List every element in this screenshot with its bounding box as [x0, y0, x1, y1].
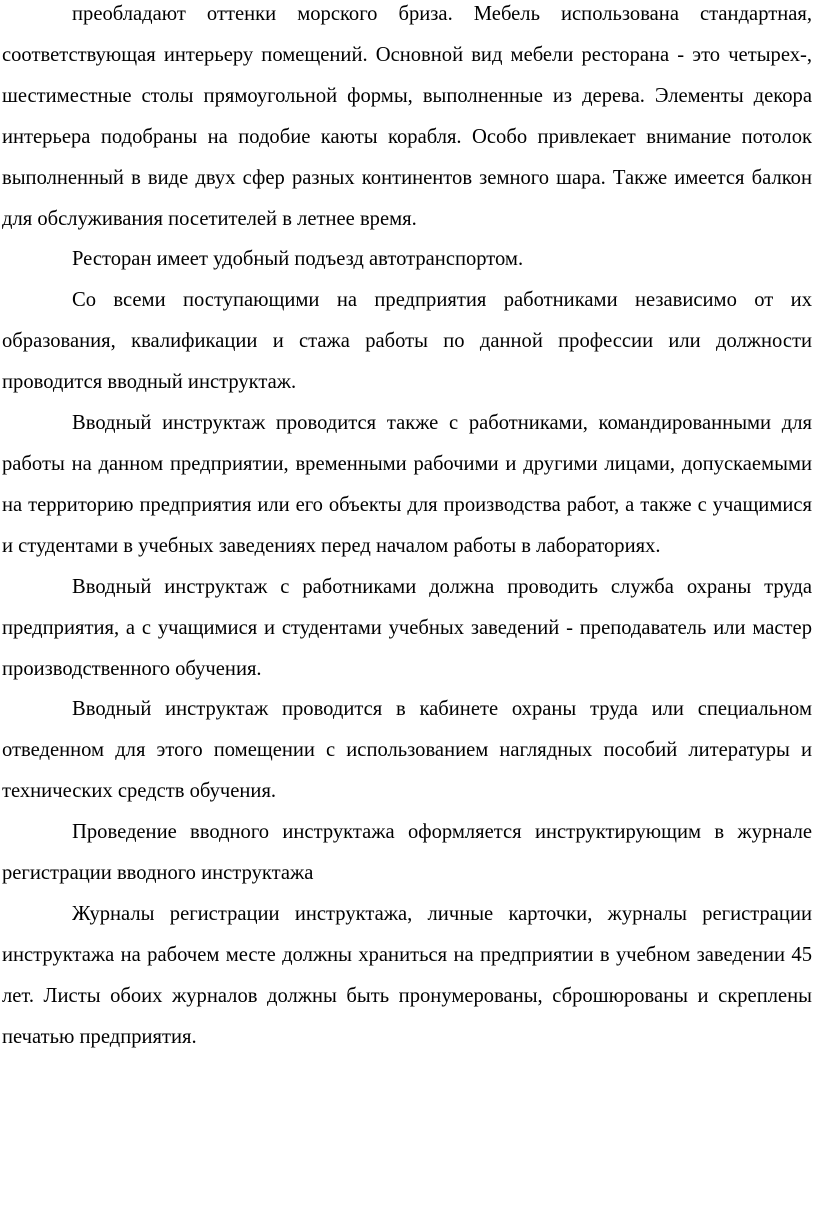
paragraph-access-road: Ресторан имеет удобный подъезд автотранспортом.: [72, 248, 524, 271]
paragraph-induction-responsible: Вводный инструктаж с работниками должна проводить служба охраны труда предприятия, а с учащимися и студентами учебных заведений - преподаватель или мастер производственного обучения.: [2, 575, 812, 680]
paragraph-induction-all-workers: Со всеми поступающими на предприятия работниками независимо от их образования, квалификации и стажа работы по данной профессии или должности проводится вводный инструктаж.: [2, 289, 812, 394]
document-body: [2, 0, 812, 1058]
paragraph-induction-registration: Проведение вводного инструктажа оформляется инструктирующим в журнале регистрации вводного инструктажа: [2, 821, 812, 885]
paragraph-induction-location: Вводный инструктаж проводится в кабинете охраны труда или специальном отведенном для этого помещении с использованием наглядных пособий литературы и технических средств обучения.: [2, 698, 812, 803]
paragraph-journals-storage: Журналы регистрации инструктажа, личные карточки, журналы регистрации инструктажа на рабочем месте должны храниться на предприятии в учебном заведении 45 лет. Листы обоих журналов должны быть пронумерованы, сброшюрованы и скреплены печатью предприятия.: [2, 902, 812, 1048]
paragraph-induction-other-persons: Вводный инструктаж проводится также с работниками, командированными для работы на данном предприятии, временными рабочими и другими лицами, допускаемыми на территорию предприятия или его объекты для производства работ, а также с учащимися и студентами в учебных заведениях перед началом работы в лабораториях.: [2, 412, 812, 557]
paragraph-interior-description: преобладают оттенки морского бриза. Мебель использована стандартная, соответствующая интерьеру помещений. Основной вид мебели ресторана - это четырех-, шестиместные столы прямоугольной формы, выполненные из дерева. Элементы декора интерьера подобраны на подобие каюты корабля. Особо привлекает внимание потолок выполненный в виде двух сфер разных континентов земного шара. Также имеется балкон для обслуживания посетителей в летнее время.: [2, 3, 812, 230]
